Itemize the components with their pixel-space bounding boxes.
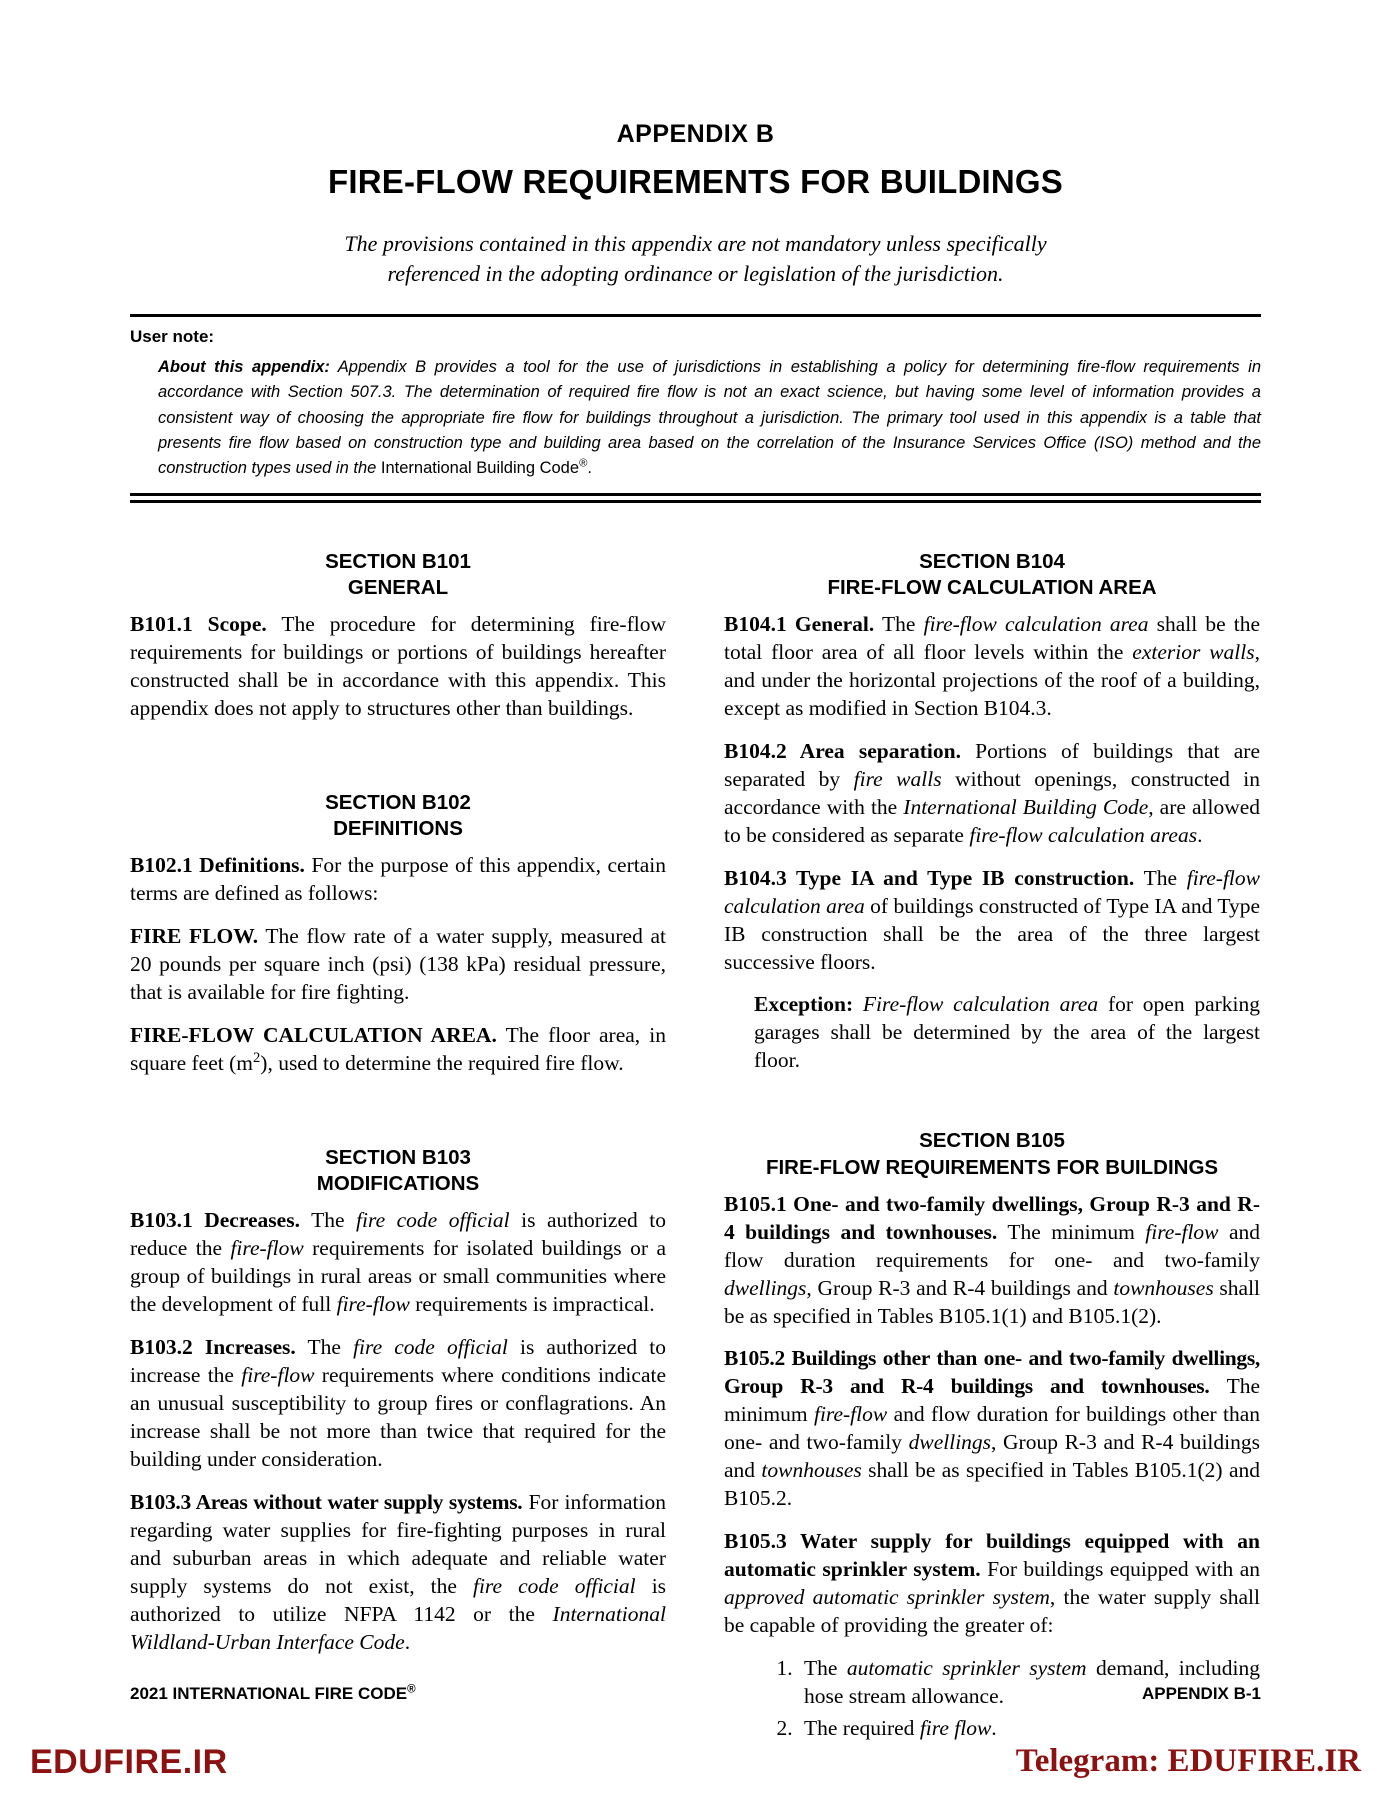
- text-b103-3-a: For information regarding water supplies for fire-fighting purposes in rural and suburban areas in which adequate and reliable water supply systems do not exist, the: [130, 1489, 667, 1598]
- watermark-bar: [0, 1743, 1391, 1782]
- section-b101-number: SECTION B101: [325, 549, 471, 573]
- italic-fire-flow-2: fire-flow: [336, 1292, 410, 1317]
- text-b104-1-b: shall be the total floor area of all floor levels within the: [724, 612, 1261, 665]
- section-b102-title: DEFINITIONS: [333, 817, 463, 841]
- text-b104-1-a: The: [882, 612, 916, 637]
- right-column: [724, 549, 1260, 1757]
- italic-townhouses: townhouses: [1113, 1275, 1214, 1300]
- spacer: [724, 1090, 1260, 1128]
- run-in-head-b104-2: B104.2 Area separation.: [724, 738, 961, 763]
- italic-approved-sprinkler-system: approved automatic sprinkler system: [724, 1584, 1050, 1609]
- italic-ibc: International Building Code: [903, 794, 1149, 819]
- paragraph-b104-2: [724, 738, 1260, 850]
- left-column: [130, 549, 666, 1757]
- definition-text-fire-flow: The flow rate of a water supply, measured at 20 pounds per square inch (psi) (138 kPa) residual pressure, that is available for fire fighting.: [130, 924, 666, 1005]
- paragraph-b104-3: [724, 865, 1260, 977]
- section-heading-b102: [130, 790, 666, 842]
- paragraph-b105-2: [724, 1345, 1260, 1513]
- provisions-line-1: The provisions contained in this appendix are not mandatory unless specifically: [344, 231, 1047, 256]
- paragraph-b103-3: [130, 1489, 666, 1657]
- text-b105-1-d: shall be as specified in Tables B105.1(1) and B105.1(2).: [724, 1275, 1261, 1328]
- text-b104-2-c: , are allowed to be considered as separate: [724, 794, 1261, 847]
- section-b105-title: FIRE-FLOW REQUIREMENTS FOR BUILDINGS: [765, 1155, 1219, 1179]
- about-appendix-period: .: [587, 458, 592, 477]
- run-in-head-b101-1: B101.1 Scope.: [130, 612, 267, 637]
- section-b104-title: FIRE-FLOW CALCULATION AREA: [827, 576, 1157, 599]
- italic-calculation-area: fire-flow calculation area: [923, 612, 1149, 637]
- italic-fire-flow: fire-flow: [230, 1236, 304, 1261]
- italic-dwellings-2: dwellings: [908, 1430, 992, 1455]
- definition-text-calculation-area-a: The floor area, in square feet (m: [130, 1023, 666, 1076]
- run-in-head-b104-1: B104.1 General.: [724, 612, 875, 637]
- run-in-head-b105-1: B105.1 One- and two-family dwellings, Group R-3 and R-4 buildings and townhouses.: [724, 1191, 1260, 1244]
- text-b101-1: The procedure for determining fire-flow requirements for buildings or portions of buildings hereafter constructed shall be in accordance with this appendix. This appendix does not apply to structures other than buildings.: [130, 612, 666, 721]
- definition-text-calculation-area-b: ), used to determine the required fire flow.: [260, 1051, 624, 1076]
- italic-fire-code-official: fire code official: [356, 1208, 510, 1233]
- section-b105-number: SECTION B105: [919, 1129, 1065, 1153]
- italic-fire-code-official-3: fire code official: [472, 1573, 636, 1598]
- text-b105-2-b: and flow duration for buildings other than one- and two-family: [724, 1402, 1261, 1455]
- italic-dwellings: dwellings: [724, 1275, 807, 1300]
- paragraph-b102-1: [130, 852, 666, 908]
- exception-b104-3: [754, 991, 1260, 1075]
- section-b102-number: SECTION B102: [325, 790, 471, 814]
- registered-mark: ®: [579, 457, 588, 470]
- text-b104-2-d: .: [1197, 822, 1203, 847]
- italic-calculation-area-2: fire-flow calculation area: [724, 865, 1260, 918]
- text-b105-2-a: The minimum: [724, 1374, 1260, 1427]
- text-b103-3-c: .: [404, 1629, 411, 1654]
- text-b104-3-a: The: [1143, 865, 1178, 890]
- footer-left: [130, 1684, 416, 1704]
- text-b102-1: For the purpose of this appendix, certain terms are defined as follows:: [130, 853, 666, 906]
- section-b103-title: MODIFICATIONS: [316, 1172, 480, 1196]
- spacer: [130, 1093, 666, 1145]
- text-b105-2-d: shall be as specified in Tables B105.1(2) and B105.2.: [724, 1458, 1260, 1511]
- list-item-1-a: The: [804, 1655, 838, 1680]
- run-in-head-b103-2: B103.2 Increases.: [130, 1335, 296, 1360]
- run-in-head-b103-3: B103.3 Areas without water supply systems.: [130, 1489, 523, 1514]
- definition-term-fire-flow: FIRE FLOW.: [130, 924, 259, 949]
- text-b103-2-b: is authorized to increase the: [130, 1335, 666, 1388]
- run-in-head-b105-2: B105.2 Buildings other than one- and two-family dwellings, Group R-3 and R-4 buildings and townhouses.: [724, 1346, 1260, 1399]
- spacer: [130, 738, 666, 790]
- appendix-label: APPENDIX B: [616, 120, 775, 148]
- italic-fire-code-official-2: fire code official: [353, 1335, 508, 1360]
- footer-right: APPENDIX B-1: [1141, 1684, 1261, 1703]
- section-b103-number: SECTION B103: [325, 1146, 471, 1170]
- two-column-body: [130, 549, 1261, 1757]
- footer-registered-mark: ®: [407, 1683, 416, 1696]
- text-b103-1-d: requirements is impractical.: [415, 1292, 655, 1317]
- paragraph-b105-3: [724, 1528, 1260, 1640]
- footer-code-name: 2021 INTERNATIONAL FIRE CODE: [130, 1684, 408, 1703]
- text-b103-3-b: is authorized to utilize NFPA 1142 or the: [130, 1573, 667, 1626]
- list-item-2-a: The required: [804, 1715, 915, 1740]
- provisions-note: [209, 229, 1182, 288]
- paragraph-b103-2: [130, 1334, 666, 1474]
- italic-exterior-walls: exterior walls: [1132, 640, 1255, 665]
- paragraph-b101-1: [130, 611, 666, 723]
- exception-label: Exception:: [754, 992, 854, 1017]
- italic-fire-flow-4: fire-flow: [1145, 1219, 1219, 1244]
- about-appendix-text: Appendix B provides a tool for the use of jurisdictions in establishing a policy for determining fire-flow requirements in accordance with Section 507.3. The determination of required fire flow is not an exact science, but having some level of information provides a consistent way of choosing the appropriate fire flow for buildings throughout a jurisdiction. The primary tool used in this appendix is a table that presents fire flow based on construction type and building area based on the correlation of the Insurance Services Office (ISO) method and the construction types used in the: [158, 358, 1261, 477]
- section-heading-b101: [130, 549, 666, 601]
- page-footer: [130, 1684, 1261, 1704]
- text-b105-3-a: For buildings equipped with an: [987, 1557, 1260, 1582]
- user-note-text: [158, 355, 1261, 480]
- text-b105-1-c: , Group R-3 and R-4 buildings and: [806, 1275, 1108, 1300]
- italic-calculation-areas: fire-flow calculation areas: [969, 822, 1198, 847]
- about-appendix-ibc-reference: International Building Code: [380, 458, 580, 477]
- list-item-2-b: .: [991, 1715, 997, 1740]
- italic-fire-flow-3: fire-flow: [241, 1363, 315, 1388]
- page-title: FIRE-FLOW REQUIREMENTS FOR BUILDINGS: [327, 163, 1063, 200]
- list-item: [798, 1715, 1260, 1743]
- exception-text: for open parking garages shall be determined by the area of the largest floor.: [754, 992, 1261, 1073]
- italic-townhouses-2: townhouses: [761, 1458, 862, 1483]
- text-b105-2-c: , Group R-3 and R-4 buildings and: [724, 1430, 1260, 1483]
- section-b101-title: GENERAL: [347, 576, 449, 599]
- italic-wildland-urban-interface-code: International Wildland-Urban Interface Code: [130, 1601, 666, 1654]
- text-b103-2-c: requirements where conditions indicate an unusual susceptibility to group fires or conflagrations. An increase shall be not more than twice that required for the building under consideration.: [130, 1363, 667, 1471]
- paragraph-b104-1: [724, 611, 1260, 723]
- definition-fire-flow: [130, 923, 666, 1007]
- italic-fire-flow-6: fire flow: [919, 1715, 992, 1740]
- user-note-label: User note:: [130, 327, 215, 347]
- list-item-1-b: demand, including hose stream allowance.: [804, 1655, 1260, 1708]
- paragraph-b105-1: [724, 1191, 1260, 1331]
- italic-automatic-sprinkler-system: automatic sprinkler system: [846, 1655, 1087, 1680]
- paragraph-b103-1: [130, 1207, 666, 1319]
- run-in-head-b103-1: B103.1 Decreases.: [130, 1208, 300, 1233]
- italic-fire-flow-5: fire-flow: [813, 1402, 888, 1427]
- text-b103-1-c: requirements for isolated buildings or a group of buildings in rural areas or small communities where the development of full: [130, 1236, 666, 1317]
- text-b103-2-a: The: [307, 1335, 341, 1360]
- text-b104-3-b: of buildings constructed of Type IA and Type IB construction shall be the area of the three largest successive floors.: [724, 893, 1261, 974]
- run-in-head-b102-1: B102.1 Definitions.: [130, 853, 305, 878]
- watermark-right: Telegram: EDUFIRE.IR: [1015, 1743, 1361, 1779]
- text-b104-2-b: without openings, constructed in accordance with the: [724, 766, 1261, 819]
- text-b105-1-b: and flow duration requirements for one- and two-family: [724, 1219, 1261, 1272]
- run-in-head-b105-3: B105.3 Water supply for buildings equipped with an automatic sprinkler system.: [724, 1529, 1260, 1582]
- definition-fire-flow-calculation-area: [130, 1022, 666, 1078]
- section-heading-b105: [724, 1128, 1260, 1180]
- section-heading-b103: [130, 1145, 666, 1197]
- watermark-left: EDUFIRE.IR: [30, 1743, 228, 1781]
- text-b103-1-b: is authorized to reduce the: [130, 1208, 666, 1261]
- superscript-square: 2: [252, 1049, 261, 1066]
- italic-calculation-area-3: Fire-flow calculation area: [862, 992, 1099, 1017]
- text-b103-1-a: The: [311, 1208, 345, 1233]
- text-b104-1-c: , and under the horizontal projections of the roof of a building, except as modified in Section B104.3.: [724, 640, 1260, 721]
- section-heading-b104: [724, 549, 1260, 601]
- text-b104-2-a: Portions of buildings that are separated by: [724, 738, 1260, 791]
- section-b104-number: SECTION B104: [919, 549, 1065, 573]
- text-b105-1-a: The minimum: [1007, 1219, 1135, 1244]
- run-in-head-b104-3: B104.3 Type IA and Type IB construction.: [724, 865, 1135, 890]
- divider-bottom: [130, 493, 1261, 503]
- italic-fire-walls: fire walls: [853, 766, 942, 791]
- user-note-block: [130, 317, 1261, 492]
- provisions-line-2: referenced in the adopting ordinance or legislation of the jurisdiction.: [387, 260, 1004, 286]
- definition-term-calculation-area: FIRE-FLOW CALCULATION AREA.: [130, 1023, 497, 1048]
- text-b105-3-b: , the water supply shall be capable of providing the greater of:: [724, 1584, 1260, 1637]
- about-appendix-label: About this appendix:: [158, 358, 330, 377]
